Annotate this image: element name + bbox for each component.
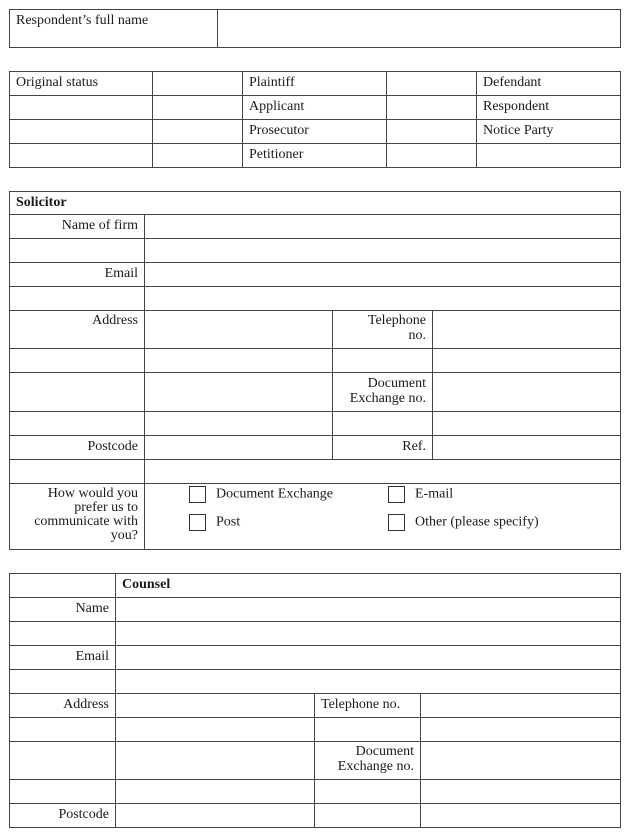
comm-option-other[interactable] [388, 514, 539, 531]
solicitor-ref-field[interactable] [433, 436, 621, 460]
counsel-telephone-field[interactable] [421, 694, 621, 718]
solicitor-dx-label: Document Exchange no. [333, 373, 433, 412]
status-option-defendant: Defendant [477, 72, 621, 96]
solicitor-telephone-label: Telephone no. [333, 311, 433, 349]
solicitor-blank [10, 239, 145, 263]
status-blank [10, 96, 153, 120]
comm-option-dx-label: Document Exchange [216, 486, 334, 502]
status-box-respondent[interactable] [387, 96, 477, 120]
original-status-label: Original status [10, 72, 153, 96]
status-box-petitioner[interactable] [153, 144, 243, 168]
solicitor-firm-label: Name of firm [10, 215, 145, 239]
solicitor-postcode-field[interactable] [145, 436, 333, 460]
status-blank [10, 120, 153, 144]
solicitor-email-field[interactable] [145, 263, 621, 287]
solicitor-firm-field-2[interactable] [145, 239, 621, 263]
comm-option-post-label: Post [216, 514, 241, 530]
counsel-blank [10, 780, 116, 804]
status-option-applicant: Applicant [243, 96, 387, 120]
solicitor-address-field-2[interactable] [145, 349, 333, 373]
solicitor-table [9, 191, 621, 550]
status-option-respondent: Respondent [477, 96, 621, 120]
counsel-telephone-label: Telephone no. [315, 694, 421, 718]
counsel-blank [10, 622, 116, 646]
status-option-prosecutor: Prosecutor [243, 120, 387, 144]
status-blank [477, 144, 621, 168]
counsel-dx-label: Document Exchange no. [315, 742, 421, 780]
counsel-blank [10, 742, 116, 780]
respondent-name-field[interactable] [218, 10, 621, 48]
solicitor-telephone-field-2[interactable] [433, 349, 621, 373]
solicitor-firm-field[interactable] [145, 215, 621, 239]
comm-option-post[interactable] [189, 514, 240, 531]
counsel-name-field-2[interactable] [116, 622, 621, 646]
counsel-table [9, 573, 621, 828]
solicitor-postcode-field-2[interactable] [145, 460, 621, 484]
comm-option-email[interactable] [388, 486, 453, 503]
checkbox-dx[interactable] [189, 486, 206, 503]
counsel-heading: Counsel [116, 574, 621, 598]
status-option-plaintiff: Plaintiff [243, 72, 387, 96]
solicitor-dx-field-2[interactable] [433, 412, 621, 436]
solicitor-address-field[interactable] [145, 311, 333, 349]
status-box-notice-party[interactable] [387, 120, 477, 144]
solicitor-ref-label: Ref. [333, 436, 433, 460]
counsel-name-label: Name [10, 598, 116, 622]
counsel-name-field[interactable] [116, 598, 621, 622]
counsel-address-field-4[interactable] [116, 780, 315, 804]
solicitor-heading: Solicitor [10, 192, 621, 215]
counsel-blank [10, 718, 116, 742]
status-blank [10, 144, 153, 168]
counsel-address-field-3[interactable] [116, 742, 315, 780]
comm-option-dx[interactable] [189, 486, 333, 503]
status-option-notice-party: Notice Party [477, 120, 621, 144]
counsel-email-field-2[interactable] [116, 670, 621, 694]
communicate-options [145, 484, 621, 550]
solicitor-email-field-2[interactable] [145, 287, 621, 311]
solicitor-blank [10, 287, 145, 311]
original-status-table [9, 71, 621, 168]
counsel-address-label: Address [10, 694, 116, 718]
solicitor-address-label: Address [10, 311, 145, 349]
solicitor-blank [10, 460, 145, 484]
counsel-postcode-field-2[interactable] [421, 804, 621, 828]
counsel-blank [315, 718, 421, 742]
respondent-table [9, 9, 621, 48]
solicitor-address-field-4[interactable] [145, 412, 333, 436]
solicitor-blank [333, 412, 433, 436]
counsel-email-label: Email [10, 646, 116, 670]
solicitor-dx-field[interactable] [433, 373, 621, 412]
solicitor-telephone-field[interactable] [433, 311, 621, 349]
solicitor-blank [10, 412, 145, 436]
counsel-postcode-field[interactable] [116, 804, 315, 828]
solicitor-blank [10, 349, 145, 373]
counsel-address-field-2[interactable] [116, 718, 315, 742]
counsel-address-field[interactable] [116, 694, 315, 718]
status-option-petitioner: Petitioner [243, 144, 387, 168]
status-box-prosecutor[interactable] [153, 120, 243, 144]
counsel-blank [10, 574, 116, 598]
solicitor-email-label: Email [10, 263, 145, 287]
counsel-dx-field[interactable] [421, 742, 621, 780]
counsel-dx-field-2[interactable] [421, 780, 621, 804]
solicitor-blank [10, 373, 145, 412]
solicitor-postcode-label: Postcode [10, 436, 145, 460]
counsel-postcode-label: Postcode [10, 804, 116, 828]
counsel-email-field[interactable] [116, 646, 621, 670]
respondent-name-label: Respondent’s full name [10, 10, 218, 48]
counsel-blank [10, 670, 116, 694]
checkbox-other[interactable] [388, 514, 405, 531]
communicate-question: How would you prefer us to communicate with you? [10, 484, 145, 550]
counsel-blank [315, 804, 421, 828]
solicitor-address-field-3[interactable] [145, 373, 333, 412]
comm-option-other-label: Other (please specify) [415, 514, 539, 530]
counsel-blank [315, 780, 421, 804]
solicitor-blank [333, 349, 433, 373]
counsel-telephone-field-2[interactable] [421, 718, 621, 742]
status-box-defendant[interactable] [387, 72, 477, 96]
comm-option-email-label: E-mail [415, 486, 454, 502]
checkbox-email[interactable] [388, 486, 405, 503]
status-box-applicant[interactable] [153, 96, 243, 120]
checkbox-post[interactable] [189, 514, 206, 531]
status-box-plaintiff[interactable] [153, 72, 243, 96]
status-blank-box [387, 144, 477, 168]
